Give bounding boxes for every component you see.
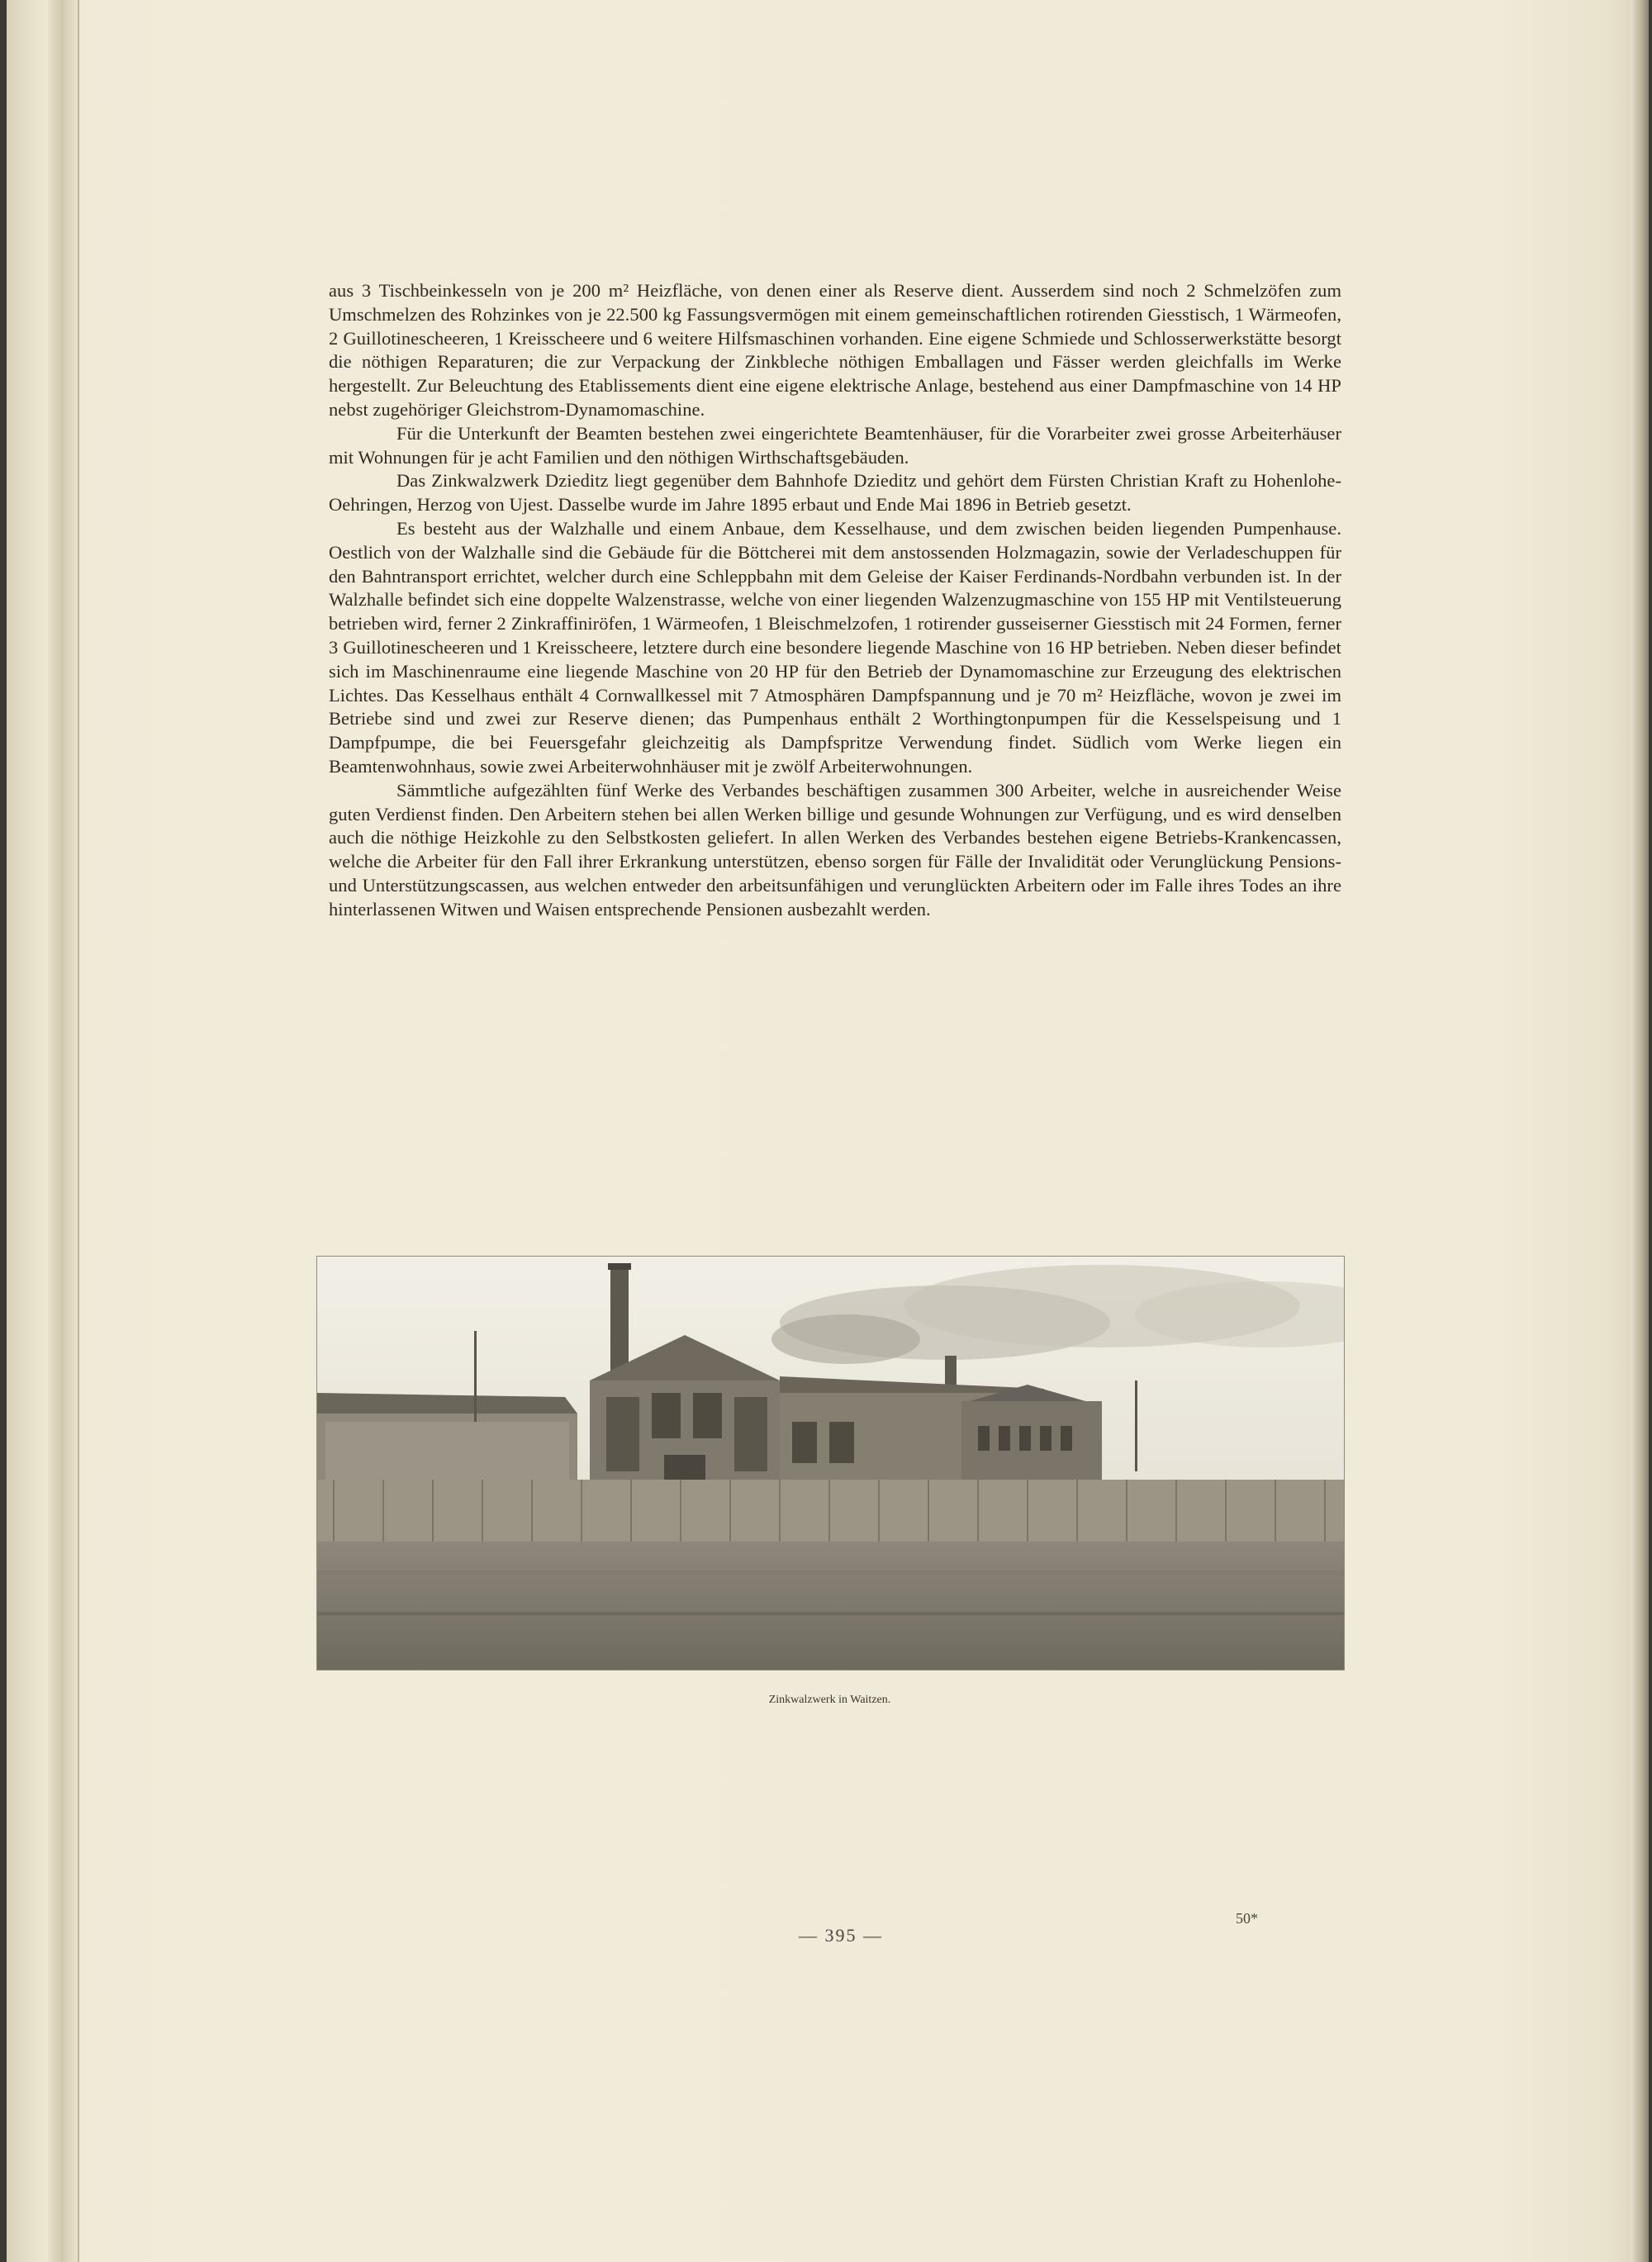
book-gutter (48, 0, 79, 2262)
paragraph: Sämmtliche aufgezählten fünf Werke des Verbandes beschäftigen zusammen 300 Arbeiter, welche in ausreichender Weise guten Verdienst finden. Den Arbeitern stehen bei allen Werken billige und gesunde Wohnungen zur Verfügung, und es wird denselben auch die nöthige Heizkohle zu den Selbstkosten geliefert. In allen Werken des Verbandes bestehen eigene Betriebs-Krankencassen, welche die Arbeiter für den Fall ihrer Erkrankung unterstützen, ebenso sorgen für Fälle der Invalidität oder Verunglückung Pensions- und Unterstützungscassen, aus welchen entweder den arbeitsunfähigen und verunglückten Arbeitern oder im Falle ihres Todes an ihre hinterlassenen Witwen und Waisen entsprechende Pensionen ausbezahlt werden. (329, 779, 1341, 920)
paragraph: Für die Unterkunft der Beamten bestehen zwei eingerichtete Beamtenhäuser, für die Vorarbeiter zwei grosse Arbeiterhäuser mit Wohnungen für je acht Familien und den nöthigen Wirthschaftsgebäuden. (329, 422, 1341, 468)
paragraph: aus 3 Tischbeinkesseln von je 200 m² Heizfläche, von denen einer als Reserve dient. Ausserdem sind noch 2 Schmelzöfen zum Umschmelzen des Rohzinkes von je 22.500 kg Fassungsvermögen mit einem gemeinschaftlichen rotirenden Giesstisch, 1 Wärmeofen, 2 Guillotinescheeren, 1 Kreisscheere und 6 weitere Hilfsmaschinen vorhanden. Eine eigene Schmiede und Schlosserwerkstätte besorgt die nöthigen Reparaturen; die zur Verpackung der Zinkbleche nöthigen Emballagen und Fässer werden gleichfalls im Werke hergestellt. Zur Beleuchtung des Etablissements dient eine eigene elektrische Anlage, bestehend aus einer Dampfmaschine von 14 HP nebst zugehöriger Gleichstrom-Dynamomaschine. (329, 280, 1341, 420)
gutter-line (78, 0, 79, 2262)
factory-photograph (316, 1256, 1345, 1670)
page-edge (1631, 0, 1649, 2262)
body-text (329, 279, 1341, 922)
paragraph: Das Zinkwalzwerk Dzieditz liegt gegenüber dem Bahnhofe Dzieditz und gehört dem Fürsten Christian Kraft zu Hohenlohe-Oehringen, Herzog von Ujest. Dasselbe wurde im Jahre 1895 erbaut und Ende Mai 1896 in Betrieb gesetzt. (329, 470, 1341, 516)
signature-mark: 50* (1236, 1910, 1258, 1927)
paragraph: Es besteht aus der Walzhalle und einem Anbaue, dem Kesselhause, und dem zwischen beiden liegenden Pumpenhause. Oestlich von der Walzhalle sind die Gebäude für die Böttcherei mit dem anstossenden Holzmagazin, sowie der Verladeschuppen für den Bahntransport errichtet, welcher durch eine Schleppbahn mit dem Geleise der Kaiser Ferdinands-Nordbahn verbunden ist. In der Walzhalle befindet sich eine doppelte Walzenstrasse, welche von einer liegenden Walzenzugmaschine von 155 HP mit Ventilsteuerung betrieben wird, ferner 2 Zinkraffiniröfen, 1 Wärmeofen, 1 Bleischmelzofen, 1 rotirender gusseiserner Giesstisch mit 24 Formen, ferner 3 Guillotinescheeren und 1 Kreisscheere, letztere durch eine besondere liegende Maschine von 16 HP betrieben. Neben dieser befindet sich im Maschinenraume eine liegende Maschine von 20 HP für den Betrieb der Dynamomaschine zur Erzeugung des elektrischen Lichtes. Das Kesselhaus enthält 4 Cornwallkessel mit 7 Atmosphären Dampfspannung und je 70 m² Heizfläche, wovon je zwei im Betriebe sind und zwei zur Reserve dienen; das Pumpenhaus enthält 2 Worthingtonpumpen für die Kesselspeisung und 1 Dampfpumpe, die bei Feuersgefahr gleichzeitig als Dampfspritze Verwendung findet. Südlich vom Werke liegen ein Beamtenwohnhaus, sowie zwei Arbeiterwohnhäuser mit je zwölf Arbeiterwohnungen. (329, 517, 1341, 777)
figure-caption: Zinkwalzwerk in Waitzen. (768, 1694, 891, 1706)
page-number: — 395 — (799, 1925, 883, 1946)
book-page (7, 0, 1649, 2262)
